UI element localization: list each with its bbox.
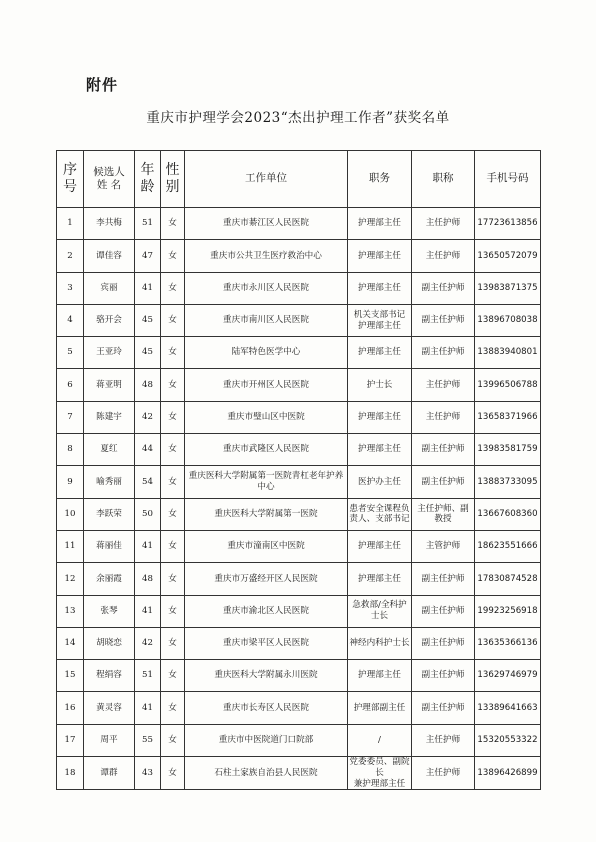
cell-index: 10 (57, 498, 84, 530)
header-index: 序 号 (57, 151, 84, 208)
cell-phone: 13650572079 (475, 240, 541, 272)
cell-index: 7 (57, 401, 84, 433)
cell-unit: 重庆市长寿区人民医院 (185, 692, 348, 724)
cell-position: 医护办主任 (348, 466, 412, 498)
cell-name: 李跃荣 (84, 498, 135, 530)
cell-title: 主任护师 (412, 757, 475, 790)
cell-phone: 13996506788 (475, 369, 541, 401)
cell-title: 副主任护师 (412, 434, 475, 466)
table-row (57, 466, 541, 498)
cell-title: 主任护师 (412, 724, 475, 756)
cell-index: 6 (57, 369, 84, 401)
cell-gender: 女 (161, 369, 185, 401)
cell-name: 李共梅 (84, 208, 135, 240)
cell-phone: 15320553322 (475, 724, 541, 756)
cell-title: 副主任护师 (412, 272, 475, 304)
cell-index: 8 (57, 434, 84, 466)
header-gender: 性 别 (161, 151, 185, 208)
cell-phone: 13883733095 (475, 466, 541, 498)
cell-gender: 女 (161, 498, 185, 530)
cell-age: 54 (135, 466, 161, 498)
cell-gender: 女 (161, 208, 185, 240)
cell-index: 15 (57, 660, 84, 692)
cell-unit: 重庆医科大学附属第一医院 (185, 498, 348, 530)
cell-phone: 13389641663 (475, 692, 541, 724)
cell-unit: 重庆市公共卫生医疗救治中心 (185, 240, 348, 272)
cell-age: 41 (135, 272, 161, 304)
cell-name: 宾丽 (84, 272, 135, 304)
cell-index: 12 (57, 563, 84, 595)
table-row (57, 272, 541, 304)
cell-age: 41 (135, 692, 161, 724)
cell-index: 3 (57, 272, 84, 304)
cell-unit: 重庆医科大学附属第一医院青杠老年护养中心 (185, 466, 348, 498)
cell-age: 44 (135, 434, 161, 466)
cell-position: 机关支部书记 护理部主任 (348, 304, 412, 336)
attachment-label: 附件 (86, 76, 119, 94)
cell-name: 谭佳容 (84, 240, 135, 272)
cell-name: 夏红 (84, 434, 135, 466)
cell-position: 护理部主任 (348, 401, 412, 433)
cell-age: 42 (135, 401, 161, 433)
cell-age: 43 (135, 757, 161, 790)
cell-unit: 陆军特色医学中心 (185, 337, 348, 369)
cell-gender: 女 (161, 272, 185, 304)
cell-age: 42 (135, 627, 161, 659)
cell-index: 2 (57, 240, 84, 272)
cell-age: 48 (135, 369, 161, 401)
cell-phone: 13896426899 (475, 757, 541, 790)
table-header-row (57, 151, 541, 208)
cell-index: 16 (57, 692, 84, 724)
cell-index: 13 (57, 595, 84, 627)
table-row (57, 627, 541, 659)
table-row (57, 692, 541, 724)
cell-index: 1 (57, 208, 84, 240)
cell-title: 主任护师 (412, 208, 475, 240)
header-title: 职称 (412, 151, 475, 208)
cell-name: 喻秀丽 (84, 466, 135, 498)
table-row (57, 401, 541, 433)
cell-unit: 重庆市中医院道门口院部 (185, 724, 348, 756)
table-row (57, 434, 541, 466)
cell-position: 护理部主任 (348, 240, 412, 272)
cell-title: 主任护师 (412, 401, 475, 433)
cell-position: 神经内科护士长 (348, 627, 412, 659)
cell-name: 黄灵容 (84, 692, 135, 724)
cell-position: 护理部主任 (348, 563, 412, 595)
cell-title: 主任护师 (412, 240, 475, 272)
cell-title: 副主任护师 (412, 660, 475, 692)
cell-age: 51 (135, 208, 161, 240)
cell-title: 主任护师、副教授 (412, 498, 475, 530)
cell-name: 胡晓恋 (84, 627, 135, 659)
cell-gender: 女 (161, 757, 185, 790)
cell-index: 18 (57, 757, 84, 790)
cell-age: 47 (135, 240, 161, 272)
cell-position: 护理部主任 (348, 337, 412, 369)
cell-unit: 重庆市万盛经开区人民医院 (185, 563, 348, 595)
table-row (57, 304, 541, 336)
cell-name: 陈建宇 (84, 401, 135, 433)
cell-name: 程绢容 (84, 660, 135, 692)
cell-unit: 重庆市渝北区人民医院 (185, 595, 348, 627)
cell-gender: 女 (161, 530, 185, 562)
header-name: 候选人 姓 名 (84, 151, 135, 208)
cell-position: 护士长 (348, 369, 412, 401)
cell-name: 张琴 (84, 595, 135, 627)
cell-gender: 女 (161, 304, 185, 336)
table-row (57, 724, 541, 756)
award-list-table (56, 150, 541, 790)
cell-phone: 13983581759 (475, 434, 541, 466)
cell-phone: 13667608360 (475, 498, 541, 530)
cell-name: 周平 (84, 724, 135, 756)
cell-age: 45 (135, 337, 161, 369)
cell-name: 王亚玲 (84, 337, 135, 369)
cell-phone: 13635366136 (475, 627, 541, 659)
cell-position: 护理部副主任 (348, 692, 412, 724)
cell-unit: 重庆医科大学附属永川医院 (185, 660, 348, 692)
cell-index: 9 (57, 466, 84, 498)
cell-age: 45 (135, 304, 161, 336)
table-row (57, 563, 541, 595)
cell-position: / (348, 724, 412, 756)
cell-gender: 女 (161, 466, 185, 498)
table-row (57, 337, 541, 369)
cell-age: 41 (135, 530, 161, 562)
cell-gender: 女 (161, 595, 185, 627)
cell-title: 副主任护师 (412, 692, 475, 724)
cell-title: 副主任护师 (412, 466, 475, 498)
cell-unit: 重庆市璧山区中医院 (185, 401, 348, 433)
cell-position: 护理部主任 (348, 208, 412, 240)
cell-phone: 17830874528 (475, 563, 541, 595)
cell-unit: 重庆市綦江区人民医院 (185, 208, 348, 240)
cell-position: 党委委员、副院长 兼护理部主任 (349, 757, 410, 789)
table-row (57, 240, 541, 272)
cell-position: 护理部主任 (348, 530, 412, 562)
cell-index: 17 (57, 724, 84, 756)
cell-gender: 女 (161, 724, 185, 756)
table-row (57, 369, 541, 401)
cell-age: 48 (135, 563, 161, 595)
cell-index: 14 (57, 627, 84, 659)
cell-phone: 18623551666 (475, 530, 541, 562)
cell-gender: 女 (161, 240, 185, 272)
cell-title: 主管护师 (412, 530, 475, 562)
cell-title: 副主任护师 (412, 304, 475, 336)
cell-gender: 女 (161, 692, 185, 724)
cell-unit: 重庆市开州区人民医院 (185, 369, 348, 401)
cell-title: 主任护师 (412, 369, 475, 401)
cell-index: 4 (57, 304, 84, 336)
header-phone: 手机号码 (475, 151, 541, 208)
cell-gender: 女 (161, 627, 185, 659)
header-position: 职务 (348, 151, 412, 208)
document-title: 重庆市护理学会2023“杰出护理工作者”获奖名单 (146, 110, 450, 126)
cell-position: 急救部/全科护士长 (348, 595, 412, 627)
cell-unit: 石柱土家族自治县人民医院 (185, 757, 348, 790)
cell-position: 护理部主任 (348, 660, 412, 692)
cell-phone: 13896708038 (475, 304, 541, 336)
cell-unit: 重庆市潼南区中医院 (185, 530, 348, 562)
cell-unit: 重庆市武隆区人民医院 (185, 434, 348, 466)
cell-unit: 重庆市南川区人民医院 (185, 304, 348, 336)
cell-gender: 女 (161, 563, 185, 595)
cell-phone: 13658371966 (475, 401, 541, 433)
table-row (57, 660, 541, 692)
table-row (57, 595, 541, 627)
cell-gender: 女 (161, 434, 185, 466)
cell-index: 5 (57, 337, 84, 369)
cell-title: 副主任护师 (412, 595, 475, 627)
cell-age: 51 (135, 660, 161, 692)
cell-title: 副主任护师 (412, 563, 475, 595)
cell-gender: 女 (161, 660, 185, 692)
cell-age: 55 (135, 724, 161, 756)
cell-name: 谭群 (84, 757, 135, 790)
cell-position: 护理部主任 (348, 272, 412, 304)
cell-age: 50 (135, 498, 161, 530)
header-age: 年 龄 (135, 151, 161, 208)
cell-title: 副主任护师 (412, 627, 475, 659)
cell-name: 骆开会 (84, 304, 135, 336)
cell-unit: 重庆市梁平区人民医院 (185, 627, 348, 659)
cell-name: 蒋亚明 (84, 369, 135, 401)
header-unit: 工作单位 (185, 151, 348, 208)
cell-phone: 13883940801 (475, 337, 541, 369)
cell-name: 蒋丽佳 (84, 530, 135, 562)
cell-gender: 女 (161, 337, 185, 369)
cell-gender: 女 (161, 401, 185, 433)
cell-age: 41 (135, 595, 161, 627)
cell-position: 护理部主任 (348, 434, 412, 466)
cell-name: 余丽霞 (84, 563, 135, 595)
cell-index: 11 (57, 530, 84, 562)
table-row (57, 208, 541, 240)
cell-phone: 13629746979 (475, 660, 541, 692)
table-row (57, 530, 541, 562)
cell-phone: 17723613856 (475, 208, 541, 240)
cell-phone: 19923256918 (475, 595, 541, 627)
table-row (57, 757, 541, 790)
table-row (57, 498, 541, 530)
cell-unit: 重庆市永川区人民医院 (185, 272, 348, 304)
cell-title: 副主任护师 (412, 337, 475, 369)
cell-position: 患者安全课程负责人、支部书记 (348, 498, 412, 530)
cell-phone: 13983871375 (475, 272, 541, 304)
